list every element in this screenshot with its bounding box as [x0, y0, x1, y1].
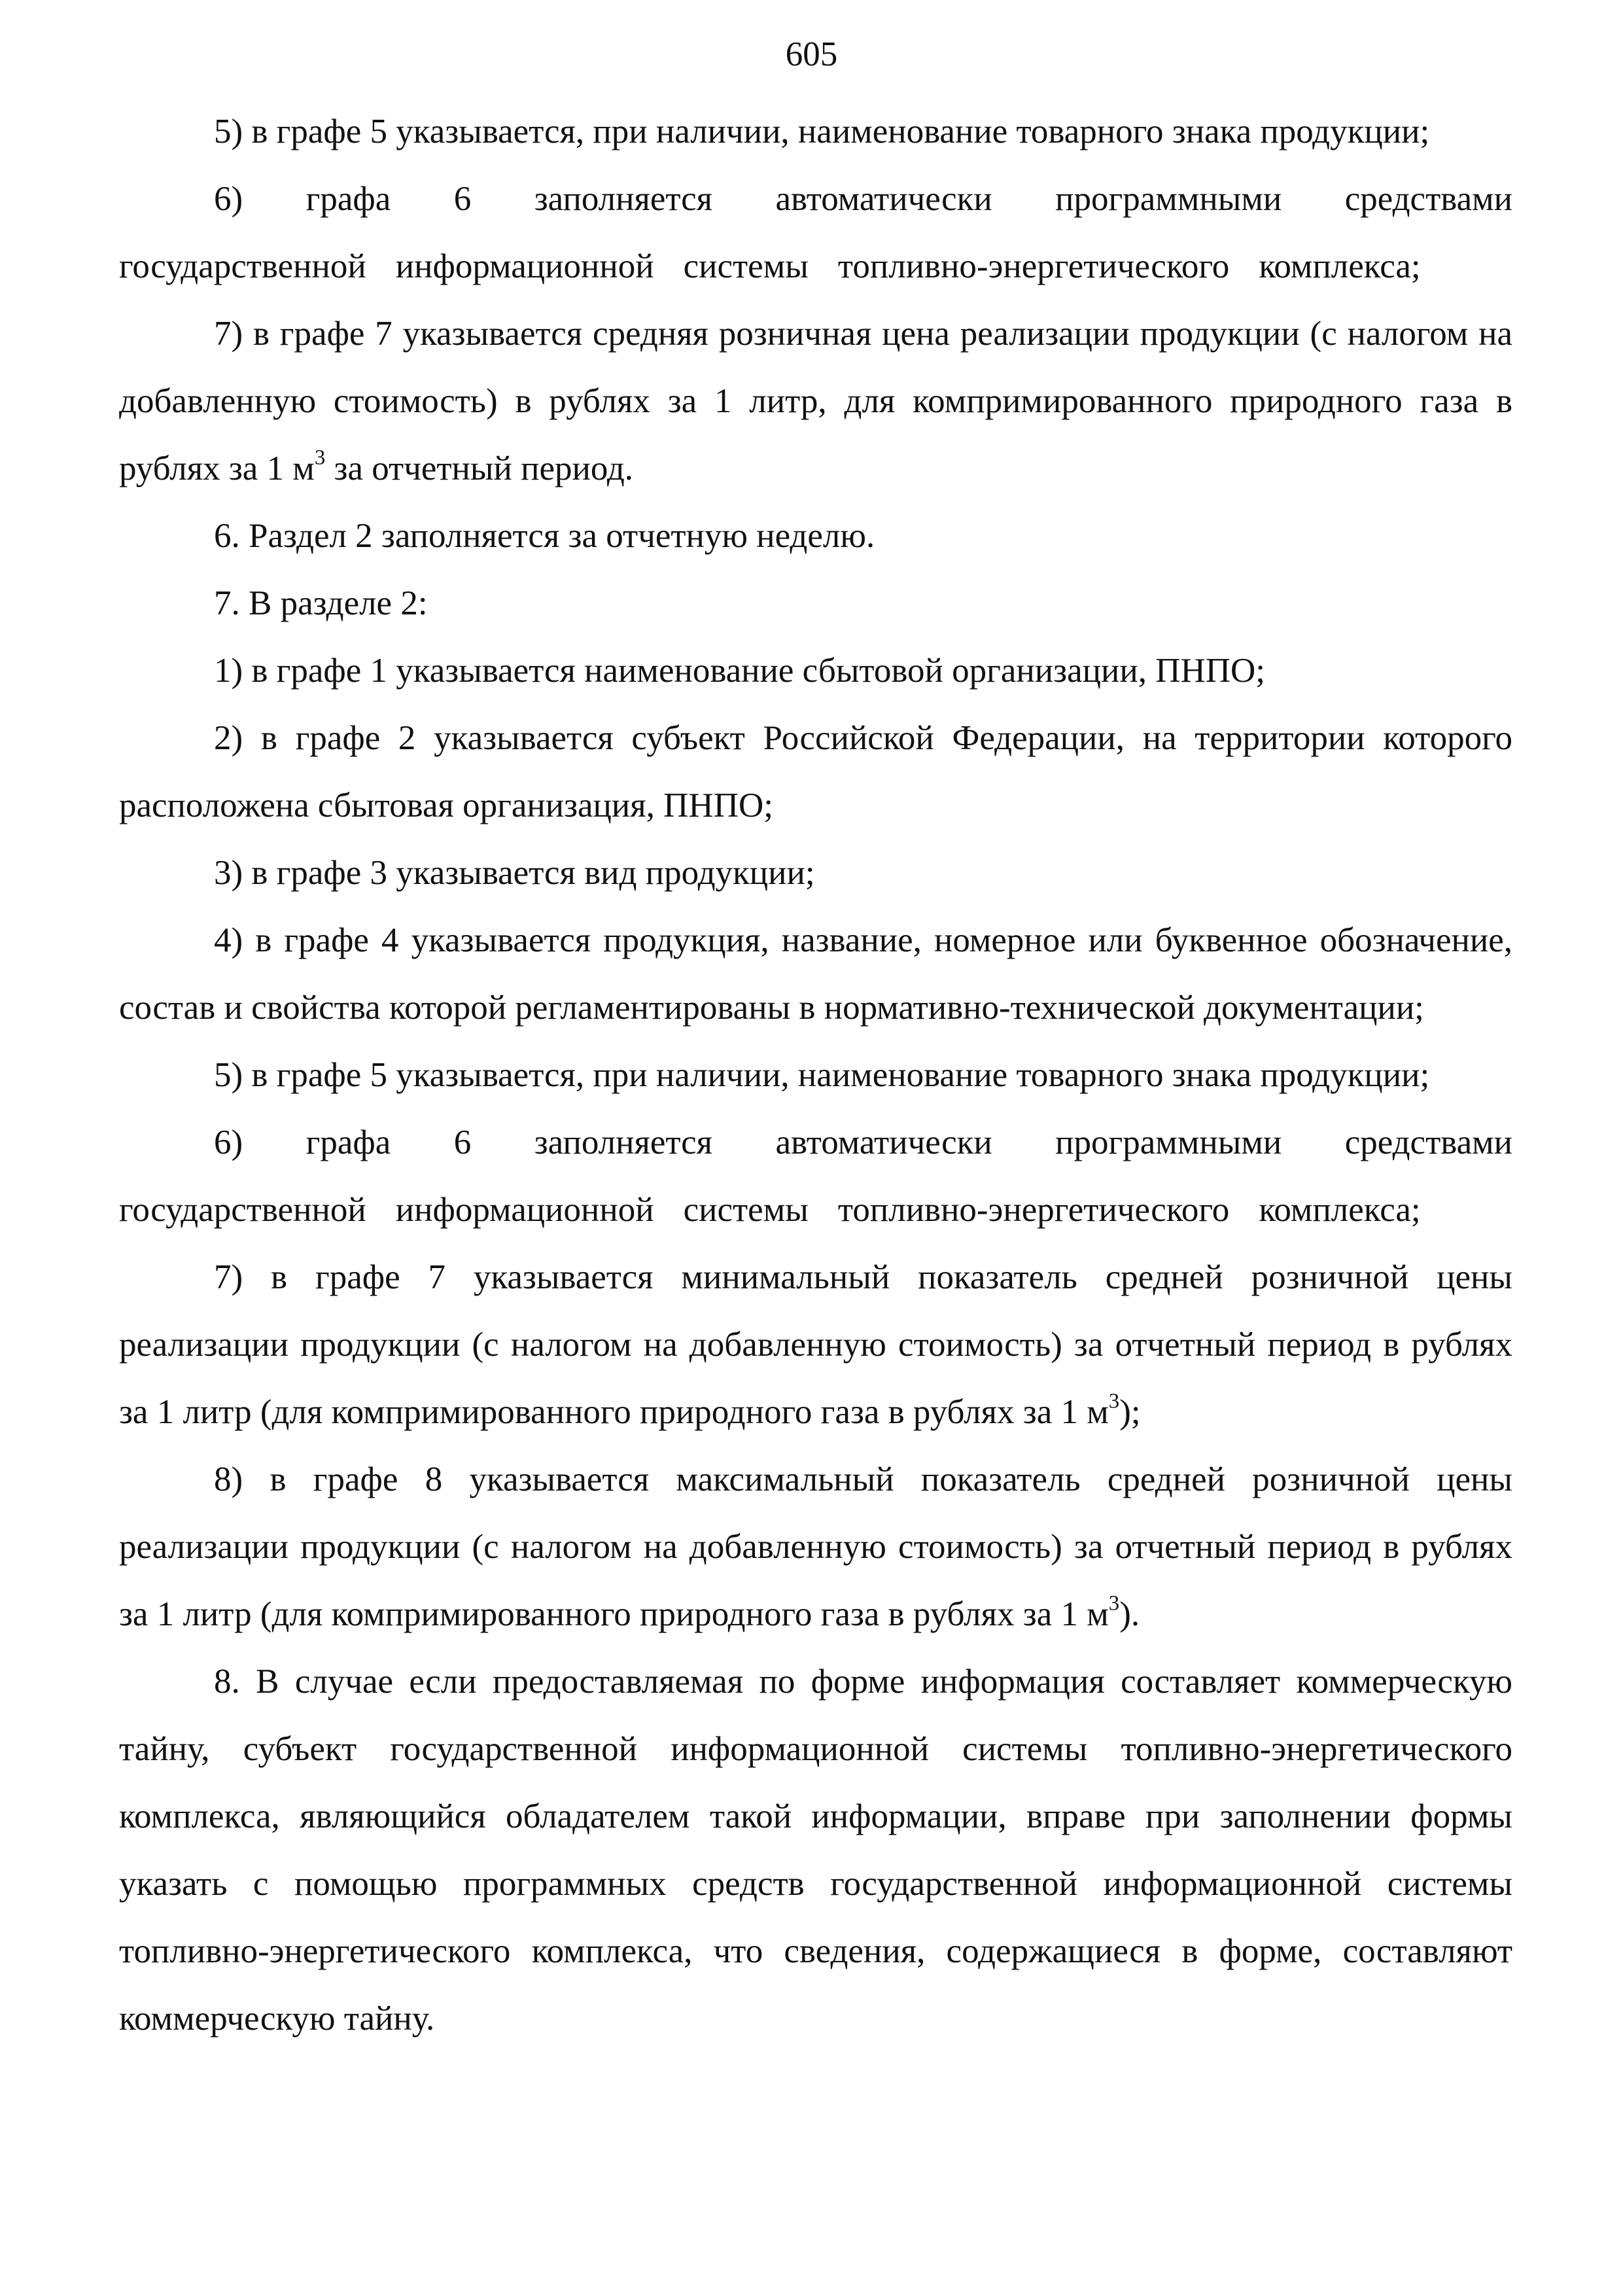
- paragraph-item-1-org: 1) в графе 1 указывается наименование сбытовой организации, ПНПО;: [214, 652, 1266, 690]
- superscript: 3: [314, 446, 326, 470]
- paragraph-item-4-product: 4) в графе 4 указывается продукция, название, номерное или буквенное обозначение, состав и свойства которой регламентированы в нормативно-технической документации;: [119, 921, 1512, 1027]
- paragraph-text: 7) в графе 7 указывается средняя розничная цена реализации продукции (с налогом на добавленную стоимость) в рублях за 1 литр, для компримированного природного газа в рублях за 1 м: [119, 315, 1512, 487]
- paragraph-item-7-avg-price: [119, 300, 1512, 503]
- superscript: 3: [1108, 1591, 1120, 1616]
- page-number: 605: [785, 35, 838, 73]
- paragraph-item-7-min-price: [119, 1244, 1512, 1446]
- paragraph-text: за отчетный период.: [325, 450, 634, 487]
- paragraph-text: 8) в графе 8 указывается максимальный показатель средней розничной цены реализации продукции (с налогом на добавленную стоимость) за отчетный период в рублях за 1 литр (для компримированного природного газа в рублях за 1 м: [119, 1460, 1512, 1633]
- document-body: [119, 98, 1512, 2053]
- paragraph-item-3-type: 3) в графе 3 указывается вид продукции;: [214, 854, 815, 892]
- paragraph-section-2-heading: 7. В разделе 2:: [214, 584, 428, 622]
- paragraph-text: );: [1119, 1393, 1141, 1431]
- paragraph-item-6-auto: 6) графа 6 заполняется автоматически программными средствами государственной информационной системы топливно-энергетического комплекса;: [119, 1123, 1512, 1229]
- superscript: 3: [1108, 1389, 1120, 1413]
- paragraph-text: ).: [1119, 1595, 1140, 1633]
- paragraph-text: 7) в графе 7 указывается минимальный показатель средней розничной цены реализации продукции (с налогом на добавленную стоимость) за отчетный период в рублях за 1 литр (для компримированного природного газа в рублях за 1 м: [119, 1258, 1512, 1431]
- paragraph-item-5-trademark: 5) в графе 5 указывается, при наличии, наименование товарного знака продукции;: [214, 1056, 1430, 1094]
- paragraph-item-8-max-price: [119, 1446, 1512, 1648]
- paragraph-item-6-auto: 6) графа 6 заполняется автоматически программными средствами государственной информационной системы топливно-энергетического комплекса;: [119, 180, 1512, 285]
- paragraph-item-2-region: 2) в графе 2 указывается субъект Российской Федерации, на территории которого расположена сбытовая организация, ПНПО;: [119, 719, 1512, 824]
- paragraph-section-2-period: 6. Раздел 2 заполняется за отчетную неделю.: [214, 517, 875, 555]
- paragraph-item-5-trademark: 5) в графе 5 указывается, при наличии, наименование товарного знака продукции;: [214, 113, 1430, 150]
- paragraph-commercial-secret: 8. В случае если предоставляемая по форме информация составляет коммерческую тайну, субъект государственной информационной системы топливно-энергетического комплекса, являющийся обладателем такой информации, вправе при заполнении формы указать с помощью программных средств государственной информационной системы топливно-энергетического комплекса, что сведения, содержащиеся в форме, составляют коммерческую тайну.: [119, 1663, 1512, 2038]
